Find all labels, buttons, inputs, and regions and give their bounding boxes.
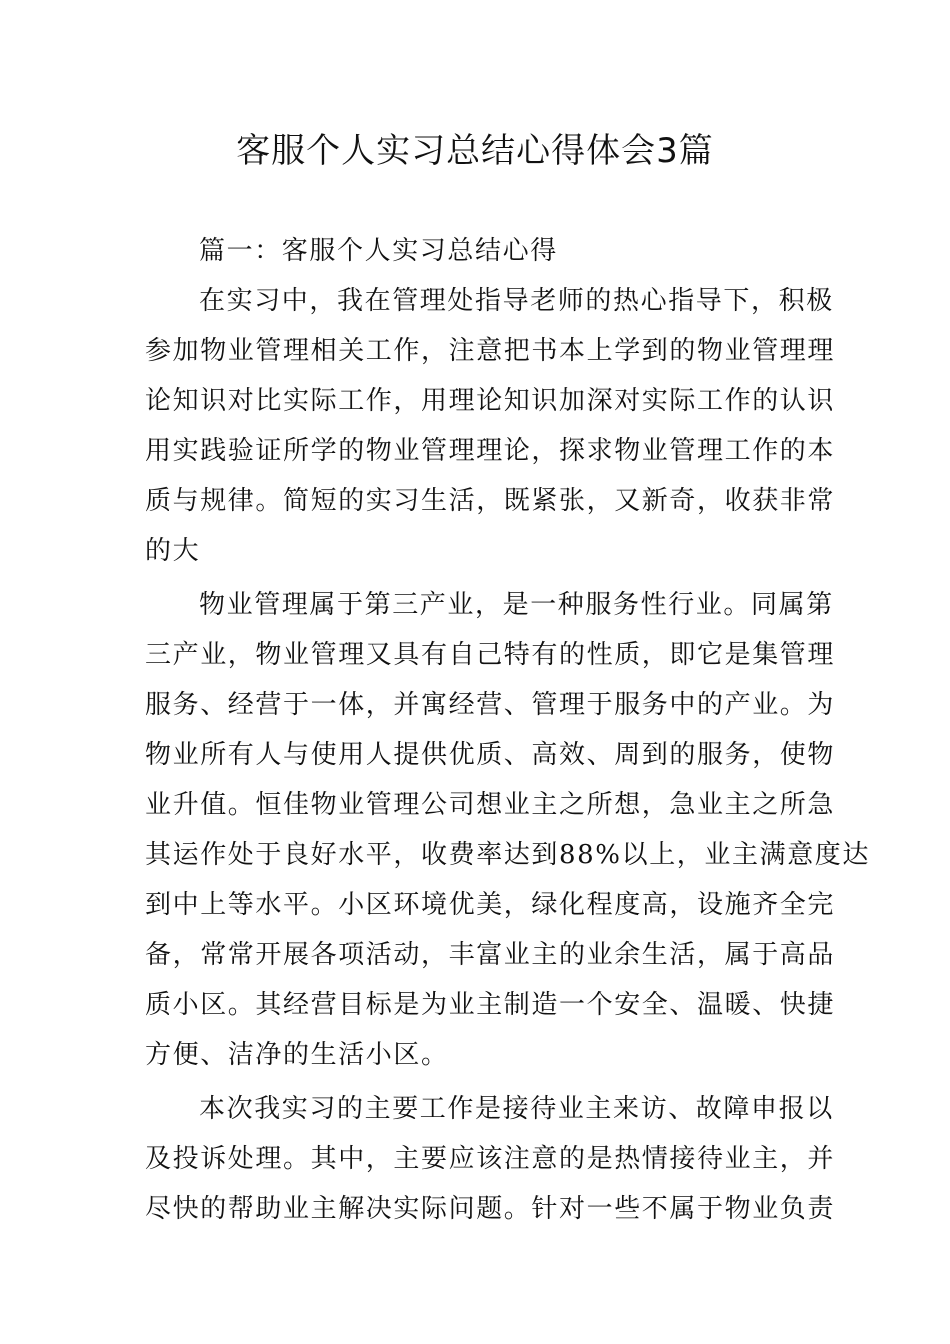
paragraph-line: 物业所有人与使用人提供优质、高效、周到的服务，使物 [145,740,836,770]
paragraph-line: 服务、经营于一体，并寓经营、管理于服务中的产业。为 [145,690,836,720]
paragraph-line: 及投诉处理。其中，主要应该注意的是热情接待业主，并 [145,1144,836,1174]
paragraph-3 [145,1084,836,1234]
paragraph-line: 用实践验证所学的物业管理理论，探求物业管理工作的本 [145,436,836,466]
paragraph-line: 其运作处于良好水平，收费率达到88%以上，业主满意度达 [145,840,870,870]
section-heading: 篇一：客服个人实习总结心得 [199,236,558,266]
paragraph-line: 尽快的帮助业主解决实际问题。针对一些不属于物业负责 [145,1194,836,1224]
paragraph-line: 质小区。其经营目标是为业主制造一个安全、温暖、快捷 [145,990,836,1020]
paragraph-line: 参加物业管理相关工作，注意把书本上学到的物业管理理 [145,336,836,366]
paragraph-line: 到中上等水平。小区环境优美，绿化程度高，设施齐全完 [145,890,836,920]
paragraph-line: 业升值。恒佳物业管理公司想业主之所想，急业主之所急 [145,790,836,820]
paragraph-line: 在实习中，我在管理处指导老师的热心指导下，积极 [199,286,834,316]
paragraph-1 [145,276,836,576]
paragraph-line: 的大 [145,536,201,566]
paragraph-2 [145,580,870,1080]
document-title: 客服个人实习总结心得体会3篇 [236,131,714,171]
paragraph-line: 物业管理属于第三产业，是一种服务性行业。同属第 [199,590,834,620]
paragraph-line: 质与规律。简短的实习生活，既紧张，又新奇，收获非常 [145,486,836,516]
paragraph-line: 三产业，物业管理又具有自己特有的性质，即它是集管理 [145,640,836,670]
paragraph-line: 论知识对比实际工作，用理论知识加深对实际工作的认识 [145,386,836,416]
paragraph-line: 方便、洁净的生活小区。 [145,1040,449,1070]
document-body [145,226,870,1234]
paragraph-line: 备，常常开展各项活动，丰富业主的业余生活，属于高品 [145,940,836,970]
paragraph-line: 本次我实习的主要工作是接待业主来访、故障申报以 [199,1094,834,1124]
